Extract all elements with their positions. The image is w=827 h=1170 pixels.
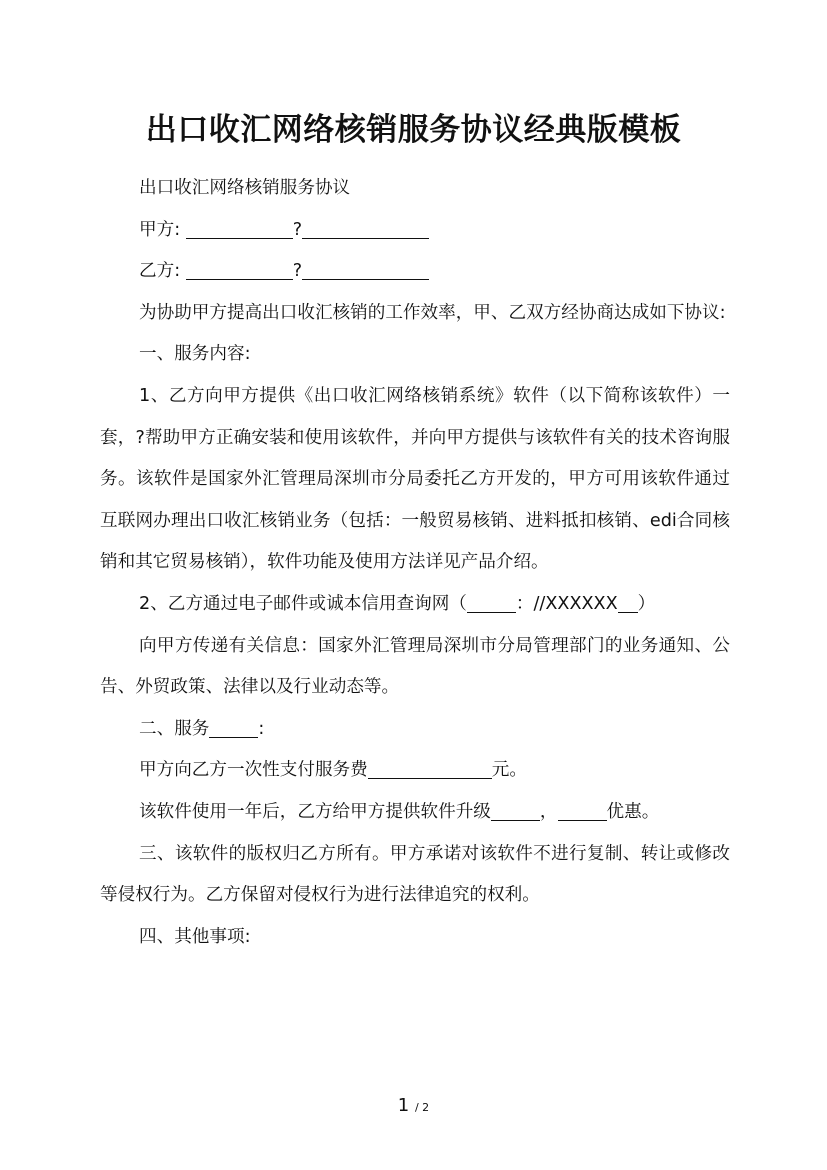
upgrade-line [100, 792, 730, 834]
item-2-line [100, 584, 730, 626]
current-page: 1 [397, 1095, 410, 1116]
party-b-blank-2 [302, 259, 429, 280]
party-a-line [100, 210, 730, 252]
agreement-name: 出口收汇网络核销服务协议 [139, 178, 351, 198]
item-2-prefix: 2、乙方通过电子邮件或诚本信用查询网（ [139, 593, 467, 614]
fee-blank [368, 758, 492, 779]
document-body [100, 168, 730, 958]
party-a-separator: ? [292, 219, 303, 240]
section-4-heading: 四、其他事项: [139, 926, 251, 947]
party-b-blank-1 [186, 259, 293, 280]
item-2-blank-1 [467, 592, 516, 613]
page-number [0, 1095, 827, 1116]
party-b-label: 乙方: [139, 261, 181, 282]
upgrade-prefix: 该软件使用一年后，乙方给甲方提供软件升级 [139, 801, 491, 822]
party-b-separator: ? [292, 261, 303, 282]
party-b-line [100, 251, 730, 293]
section-3-paragraph: 三、该软件的版权归乙方所有。甲方承诺对该软件不进行复制、转让或修改等侵权行为。乙方保留对侵权行为进行法律追究的权利。 [100, 843, 730, 906]
fee-line [100, 750, 730, 792]
section-2-suffix: : [258, 718, 265, 739]
intro-paragraph: 为协助甲方提高出口收汇核销的工作效率，甲、乙双方经协商达成如下协议: [139, 302, 726, 323]
section-1-heading: 一、服务内容: [139, 344, 251, 365]
fee-prefix: 甲方向乙方一次性支付服务费 [139, 760, 368, 781]
upgrade-suffix: 优惠。 [606, 801, 660, 822]
total-pages: / 2 [414, 1101, 430, 1114]
section-2-heading [100, 709, 730, 751]
item-1-paragraph: 1、乙方向甲方提供《出口收汇网络核销系统》软件（以下简称该软件）一套，?帮助甲方正确安装和使用该软件，并向甲方提供与该软件有关的技术咨询服务。该软件是国家外汇管理局深圳市分局委托乙方开发的，甲方可用该软件通过互联网办理出口收汇核销业务（包括：一般贸易核销、进料抵扣核销、edi合同核销和其它贸易核销），软件功能及使用方法详见产品介绍。 [100, 385, 730, 573]
upgrade-blank-2 [558, 800, 607, 821]
upgrade-comma: ， [539, 801, 558, 822]
party-a-label: 甲方: [139, 219, 181, 240]
upgrade-blank-1 [491, 800, 540, 821]
item-2-url: ：//XXXXXX [515, 593, 618, 614]
item-2-blank-2 [618, 592, 638, 613]
party-a-blank-2 [302, 218, 429, 239]
fee-suffix: 元。 [491, 760, 527, 781]
item-2-suffix: ） [637, 593, 656, 614]
party-a-blank-1 [186, 218, 293, 239]
page-title: 出口收汇网络核销服务协议经典版模板 [145, 112, 682, 148]
item-2-continuation: 向甲方传递有关信息：国家外汇管理局深圳市分局管理部门的业务通知、公告、外贸政策、法律以及行业动态等。 [100, 635, 730, 698]
section-2-prefix: 二、服务 [139, 718, 210, 739]
section-2-blank [209, 717, 258, 738]
